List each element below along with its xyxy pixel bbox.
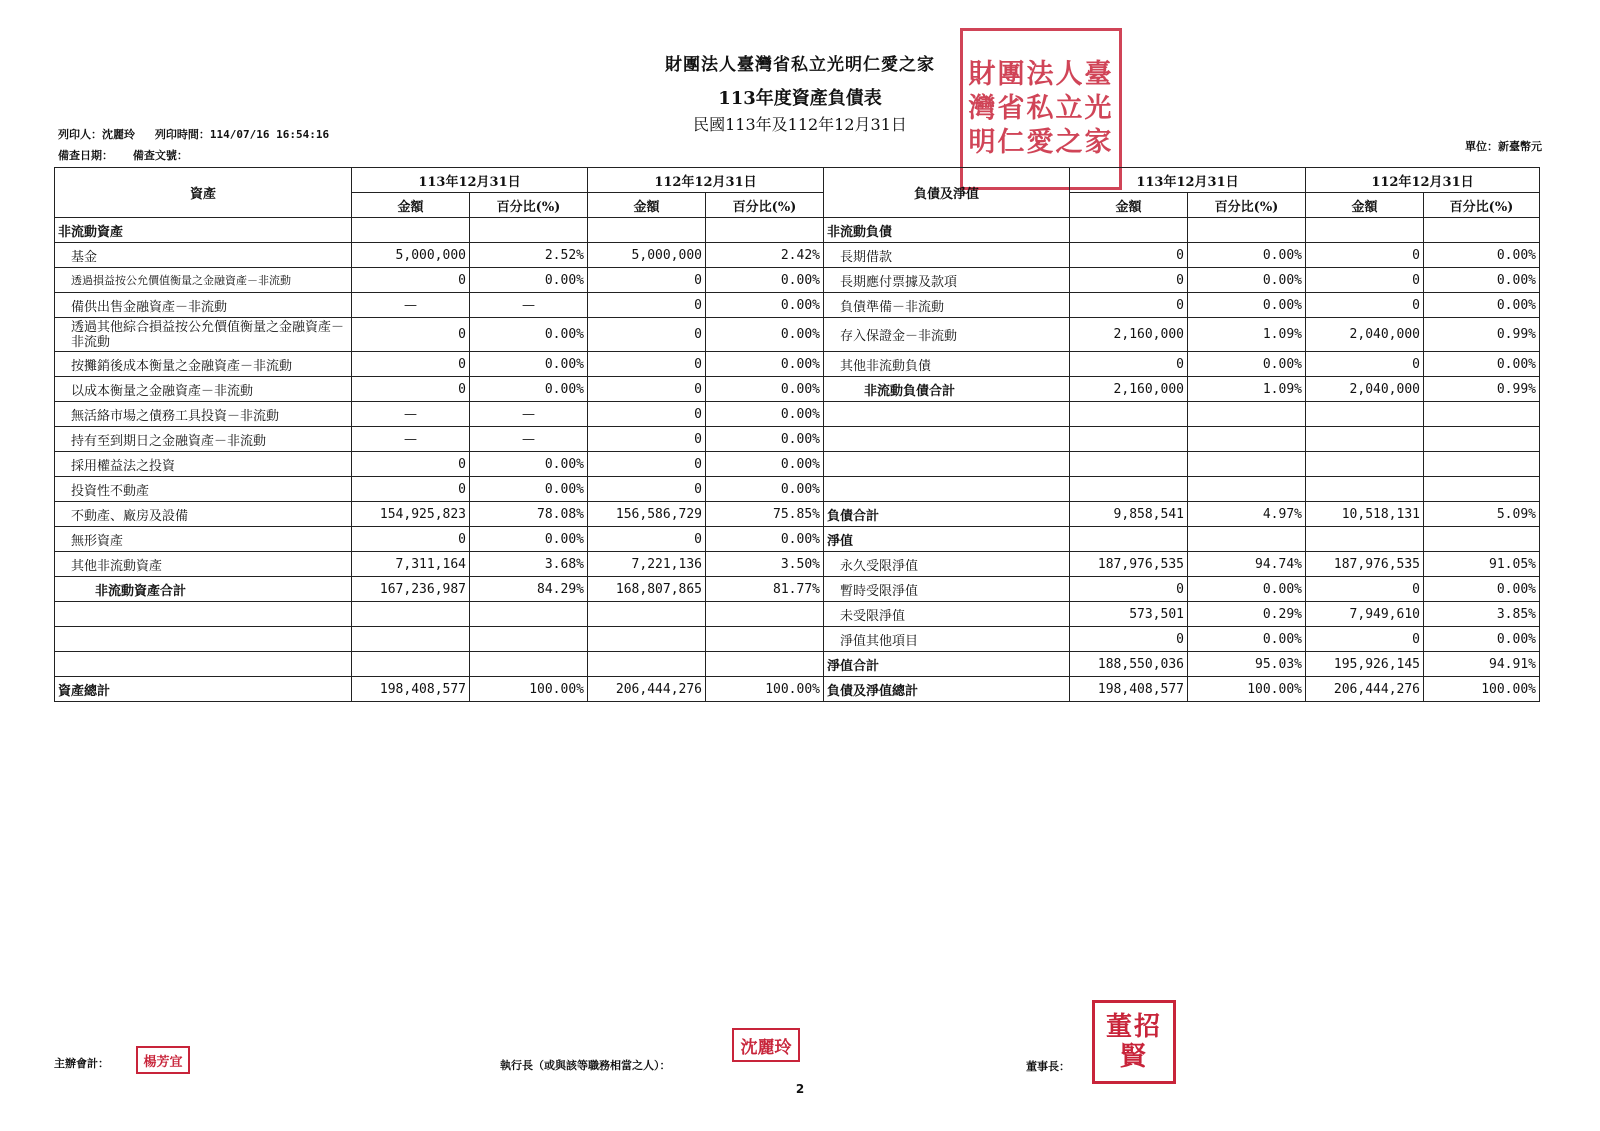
- value-cell: 0.00%: [470, 268, 588, 293]
- value-cell: 0.00%: [1188, 627, 1306, 652]
- ref-date-label: 備查日期：: [58, 149, 113, 162]
- value-cell: 0: [588, 352, 706, 377]
- organization-seal-text: 財團法人臺灣省私立光明仁愛之家: [968, 59, 1114, 158]
- value-cell: 2,160,000: [1070, 318, 1188, 352]
- value-cell: [1424, 452, 1540, 477]
- value-cell: 0: [352, 318, 470, 352]
- value-cell: 0.00%: [470, 452, 588, 477]
- value-cell: 3.50%: [706, 552, 824, 577]
- value-cell: 0: [1306, 243, 1424, 268]
- value-cell: 168,807,865: [588, 577, 706, 602]
- value-cell: 198,408,577: [1070, 677, 1188, 702]
- value-cell: 0: [588, 527, 706, 552]
- ref-no-label: 備查文號：: [132, 149, 188, 162]
- value-cell: [1424, 218, 1540, 243]
- value-cell: 0.00%: [706, 377, 824, 402]
- value-cell: 0.00%: [470, 477, 588, 502]
- value-cell: [1424, 402, 1540, 427]
- amount-header: 金額: [352, 193, 470, 218]
- value-cell: 0: [352, 477, 470, 502]
- liability-label-cell: 淨值合計: [824, 652, 1070, 677]
- value-cell: 0: [1070, 243, 1188, 268]
- value-cell: [470, 627, 588, 652]
- percent-header: 百分比(%): [706, 193, 824, 218]
- value-cell: 206,444,276: [1306, 677, 1424, 702]
- table-row: [55, 677, 1540, 702]
- liability-label-cell: 長期應付票據及款項: [824, 268, 1070, 293]
- value-cell: 94.91%: [1424, 652, 1540, 677]
- value-cell: 0.00%: [1424, 268, 1540, 293]
- value-cell: 0.00%: [706, 402, 824, 427]
- value-cell: [706, 652, 824, 677]
- value-cell: 206,444,276: [588, 677, 706, 702]
- value-cell: 0: [1070, 293, 1188, 318]
- value-cell: [1188, 218, 1306, 243]
- value-cell: [1188, 452, 1306, 477]
- value-cell: 0: [1306, 577, 1424, 602]
- value-cell: 0: [352, 527, 470, 552]
- value-cell: 0: [1070, 352, 1188, 377]
- balance-sheet-table: [54, 167, 1540, 702]
- table-row: [55, 602, 1540, 627]
- asset-label-cell: 持有至到期日之金融資產－非流動: [55, 427, 352, 452]
- value-cell: 154,925,823: [352, 502, 470, 527]
- asset-label-cell: [55, 627, 352, 652]
- table-row: [55, 652, 1540, 677]
- table-row: [55, 452, 1540, 477]
- table-row: [55, 268, 1540, 293]
- value-cell: 0.00%: [1188, 243, 1306, 268]
- value-cell: 0: [588, 318, 706, 352]
- value-cell: 5,000,000: [588, 243, 706, 268]
- value-cell: —: [352, 402, 470, 427]
- print-time-label: 列印時間：114/07/16 16:54:16: [154, 128, 330, 141]
- asset-label-cell: 按攤銷後成本衡量之金融資產－非流動: [55, 352, 352, 377]
- report-title: 113年度資產負債表: [718, 88, 882, 109]
- unit-label: 單位：新臺幣元: [1465, 140, 1542, 153]
- value-cell: [588, 627, 706, 652]
- report-subtitle: 民國113年及112年12月31日: [693, 115, 907, 134]
- value-cell: [706, 627, 824, 652]
- liability-label-cell: 暫時受限淨值: [824, 577, 1070, 602]
- value-cell: 0: [352, 352, 470, 377]
- value-cell: [1188, 527, 1306, 552]
- value-cell: 195,926,145: [1306, 652, 1424, 677]
- value-cell: [1306, 218, 1424, 243]
- value-cell: 0: [588, 452, 706, 477]
- asset-label-cell: 不動產、廠房及設備: [55, 502, 352, 527]
- table-row: [55, 402, 1540, 427]
- value-cell: 0.00%: [1188, 293, 1306, 318]
- value-cell: 0.00%: [1424, 243, 1540, 268]
- percent-header: 百分比(%): [1424, 193, 1540, 218]
- value-cell: 2.52%: [470, 243, 588, 268]
- value-cell: 94.74%: [1188, 552, 1306, 577]
- value-cell: [470, 602, 588, 627]
- value-cell: 7,311,164: [352, 552, 470, 577]
- liability-label-cell: 長期借款: [824, 243, 1070, 268]
- reference-info: [58, 147, 188, 163]
- asset-label-cell: [55, 652, 352, 677]
- percent-header: 百分比(%): [470, 193, 588, 218]
- value-cell: [1424, 427, 1540, 452]
- table-row: [55, 627, 1540, 652]
- amount-header: 金額: [1306, 193, 1424, 218]
- value-cell: 0: [588, 293, 706, 318]
- value-cell: 0.00%: [1424, 293, 1540, 318]
- value-cell: 100.00%: [1424, 677, 1540, 702]
- value-cell: 0: [1070, 577, 1188, 602]
- value-cell: 188,550,036: [1070, 652, 1188, 677]
- value-cell: 3.85%: [1424, 602, 1540, 627]
- table-row: [55, 318, 1540, 352]
- organization-seal: [960, 28, 1122, 190]
- asset-label-cell: 採用權益法之投資: [55, 452, 352, 477]
- value-cell: 7,221,136: [588, 552, 706, 577]
- value-cell: 0.00%: [1188, 268, 1306, 293]
- value-cell: 0: [588, 427, 706, 452]
- ceo-label: 執行長（或與該等職務相當之人）：: [500, 1059, 671, 1072]
- value-cell: 100.00%: [1188, 677, 1306, 702]
- liability-label-cell: [824, 452, 1070, 477]
- value-cell: 0.29%: [1188, 602, 1306, 627]
- value-cell: [1424, 477, 1540, 502]
- value-cell: 0.00%: [470, 527, 588, 552]
- value-cell: 573,501: [1070, 602, 1188, 627]
- table-row: [55, 527, 1540, 552]
- table-row: [55, 218, 1540, 243]
- value-cell: 0.00%: [1424, 352, 1540, 377]
- value-cell: 0: [352, 268, 470, 293]
- print-info: [58, 126, 329, 142]
- value-cell: 0.00%: [706, 477, 824, 502]
- liability-label-cell: 非流動負債合計: [824, 377, 1070, 402]
- table-row: [55, 427, 1540, 452]
- value-cell: 75.85%: [706, 502, 824, 527]
- value-cell: 0: [1070, 268, 1188, 293]
- table-row: [55, 552, 1540, 577]
- value-cell: 2,040,000: [1306, 318, 1424, 352]
- value-cell: [706, 218, 824, 243]
- table-row: [55, 352, 1540, 377]
- value-cell: 187,976,535: [1070, 552, 1188, 577]
- value-cell: [1424, 527, 1540, 552]
- table-row: [55, 377, 1540, 402]
- printer-label: 列印人：沈麗玲: [58, 128, 135, 141]
- value-cell: 1.09%: [1188, 318, 1306, 352]
- liabilities-112-header: 112年12月31日: [1306, 168, 1540, 193]
- value-cell: 84.29%: [470, 577, 588, 602]
- liability-label-cell: 負債合計: [824, 502, 1070, 527]
- value-cell: 5,000,000: [352, 243, 470, 268]
- value-cell: [1070, 527, 1188, 552]
- asset-label-cell: 非流動資產: [55, 218, 352, 243]
- value-cell: —: [352, 293, 470, 318]
- value-cell: 0.00%: [470, 352, 588, 377]
- liability-label-cell: [824, 402, 1070, 427]
- value-cell: 167,236,987: [352, 577, 470, 602]
- value-cell: [588, 602, 706, 627]
- org-name: 財團法人臺灣省私立光明仁愛之家: [665, 55, 935, 75]
- value-cell: 0.00%: [1424, 577, 1540, 602]
- value-cell: 100.00%: [706, 677, 824, 702]
- value-cell: 2,040,000: [1306, 377, 1424, 402]
- accountant-label: 主辦會計：: [54, 1057, 109, 1070]
- value-cell: 0: [588, 268, 706, 293]
- value-cell: [1306, 427, 1424, 452]
- value-cell: 7,949,610: [1306, 602, 1424, 627]
- liability-label-cell: 其他非流動負債: [824, 352, 1070, 377]
- asset-label-cell: 備供出售金融資產－非流動: [55, 293, 352, 318]
- table-row: [55, 293, 1540, 318]
- value-cell: 0.00%: [706, 352, 824, 377]
- value-cell: 95.03%: [1188, 652, 1306, 677]
- amount-header: 金額: [1070, 193, 1188, 218]
- value-cell: 0.99%: [1424, 318, 1540, 352]
- value-cell: [1188, 402, 1306, 427]
- value-cell: [470, 218, 588, 243]
- value-cell: [470, 652, 588, 677]
- value-cell: [1070, 452, 1188, 477]
- value-cell: 5.09%: [1424, 502, 1540, 527]
- liability-label-cell: 負債準備－非流動: [824, 293, 1070, 318]
- value-cell: 0.00%: [706, 268, 824, 293]
- value-cell: 0.00%: [1188, 577, 1306, 602]
- value-cell: —: [352, 427, 470, 452]
- value-cell: 2,160,000: [1070, 377, 1188, 402]
- value-cell: 81.77%: [706, 577, 824, 602]
- liabilities-header: 負債及淨值: [824, 168, 1070, 218]
- value-cell: 4.97%: [1188, 502, 1306, 527]
- value-cell: 0: [1306, 627, 1424, 652]
- value-cell: 187,976,535: [1306, 552, 1424, 577]
- value-cell: 0.00%: [470, 377, 588, 402]
- chairman-seal: 董招賢: [1092, 1000, 1176, 1084]
- value-cell: 0: [352, 452, 470, 477]
- value-cell: [352, 652, 470, 677]
- value-cell: 0.00%: [470, 318, 588, 352]
- value-cell: [1306, 527, 1424, 552]
- amount-header: 金額: [588, 193, 706, 218]
- value-cell: [1306, 402, 1424, 427]
- asset-label-cell: 透過其他綜合損益按公允價值衡量之金融資產－非流動: [55, 318, 352, 352]
- liability-label-cell: 永久受限淨值: [824, 552, 1070, 577]
- value-cell: 0.00%: [706, 427, 824, 452]
- value-cell: 0.00%: [1188, 352, 1306, 377]
- value-cell: [588, 652, 706, 677]
- value-cell: 0: [588, 402, 706, 427]
- liability-label-cell: 存入保證金－非流動: [824, 318, 1070, 352]
- value-cell: 1.09%: [1188, 377, 1306, 402]
- value-cell: 0.00%: [706, 527, 824, 552]
- assets-113-header: 113年12月31日: [352, 168, 588, 193]
- value-cell: [352, 602, 470, 627]
- value-cell: [706, 602, 824, 627]
- value-cell: [352, 627, 470, 652]
- balance-sheet-body: [55, 218, 1540, 702]
- value-cell: 9,858,541: [1070, 502, 1188, 527]
- value-cell: 0: [1070, 627, 1188, 652]
- liability-label-cell: 非流動負債: [824, 218, 1070, 243]
- liability-label-cell: 未受限淨值: [824, 602, 1070, 627]
- value-cell: 198,408,577: [352, 677, 470, 702]
- asset-label-cell: 資產總計: [55, 677, 352, 702]
- table-row: [55, 477, 1540, 502]
- asset-label-cell: 無形資產: [55, 527, 352, 552]
- value-cell: 78.08%: [470, 502, 588, 527]
- ceo-seal: 沈麗玲: [732, 1028, 800, 1062]
- value-cell: [1070, 427, 1188, 452]
- liability-label-cell: 淨值: [824, 527, 1070, 552]
- value-cell: 0: [1306, 268, 1424, 293]
- table-row: [55, 502, 1540, 527]
- asset-label-cell: 無活絡市場之債務工具投資－非流動: [55, 402, 352, 427]
- value-cell: 10,518,131: [1306, 502, 1424, 527]
- value-cell: 100.00%: [470, 677, 588, 702]
- value-cell: [588, 218, 706, 243]
- value-cell: 0.00%: [706, 318, 824, 352]
- value-cell: 0: [352, 377, 470, 402]
- table-row: [55, 243, 1540, 268]
- value-cell: 0.00%: [1424, 627, 1540, 652]
- assets-112-header: 112年12月31日: [588, 168, 824, 193]
- asset-label-cell: [55, 602, 352, 627]
- value-cell: 0.00%: [706, 293, 824, 318]
- asset-label-cell: 非流動資產合計: [55, 577, 352, 602]
- value-cell: [1188, 427, 1306, 452]
- value-cell: [1306, 452, 1424, 477]
- asset-label-cell: 透過損益按公允價值衡量之金融資產－非流動: [55, 268, 352, 293]
- value-cell: 0: [588, 377, 706, 402]
- liability-label-cell: [824, 427, 1070, 452]
- chairman-label: 董事長：: [1026, 1060, 1070, 1073]
- value-cell: 0: [588, 477, 706, 502]
- assets-header: 資產: [55, 168, 352, 218]
- value-cell: [1306, 477, 1424, 502]
- asset-label-cell: 其他非流動資產: [55, 552, 352, 577]
- value-cell: [1188, 477, 1306, 502]
- value-cell: —: [470, 293, 588, 318]
- accountant-seal: 楊芳宜: [136, 1046, 190, 1074]
- table-row: [55, 577, 1540, 602]
- value-cell: [1070, 402, 1188, 427]
- value-cell: 3.68%: [470, 552, 588, 577]
- liability-label-cell: [824, 477, 1070, 502]
- liabilities-113-header: 113年12月31日: [1070, 168, 1306, 193]
- asset-label-cell: 基金: [55, 243, 352, 268]
- value-cell: 91.05%: [1424, 552, 1540, 577]
- liability-label-cell: 淨值其他項目: [824, 627, 1070, 652]
- value-cell: 0.00%: [706, 452, 824, 477]
- value-cell: [1070, 477, 1188, 502]
- value-cell: 0: [1306, 352, 1424, 377]
- value-cell: 0.99%: [1424, 377, 1540, 402]
- value-cell: 156,586,729: [588, 502, 706, 527]
- value-cell: 2.42%: [706, 243, 824, 268]
- value-cell: —: [470, 427, 588, 452]
- liability-label-cell: 負債及淨值總計: [824, 677, 1070, 702]
- value-cell: 0: [1306, 293, 1424, 318]
- asset-label-cell: 以成本衡量之金融資產－非流動: [55, 377, 352, 402]
- percent-header: 百分比(%): [1188, 193, 1306, 218]
- value-cell: [1070, 218, 1188, 243]
- value-cell: [352, 218, 470, 243]
- page-number: 2: [795, 1082, 805, 1096]
- asset-label-cell: 投資性不動產: [55, 477, 352, 502]
- value-cell: —: [470, 402, 588, 427]
